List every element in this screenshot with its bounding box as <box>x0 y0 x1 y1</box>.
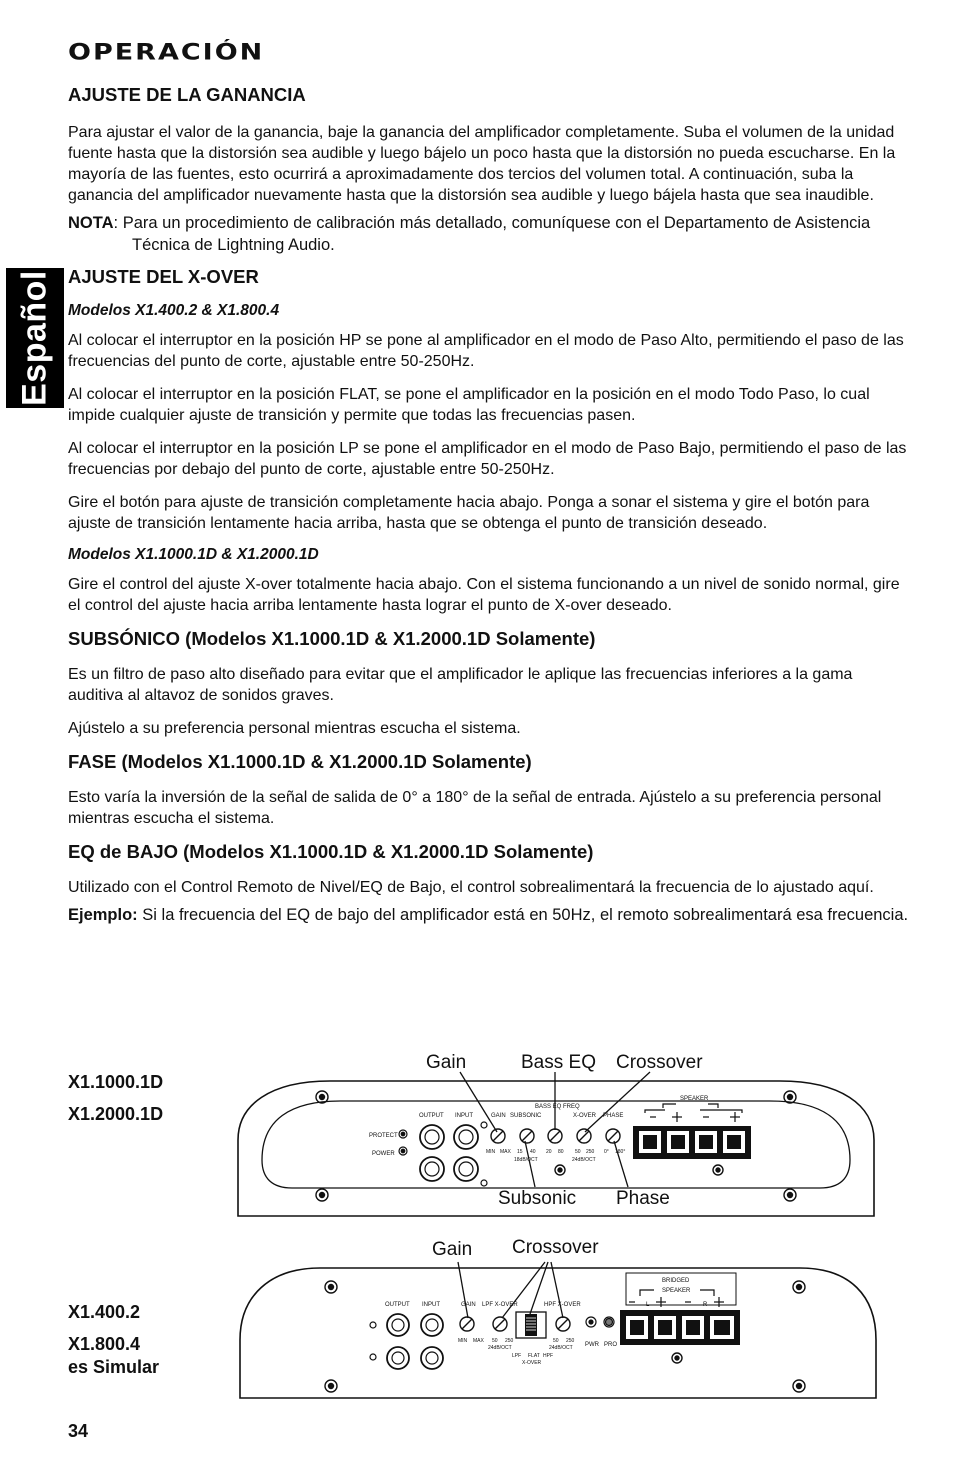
subsonic-paragraph-2: Ajústelo a su preferencia personal mientras escucha el sistema. <box>68 720 521 737</box>
subsonic-heading: SUBSÓNICO (Modelos X1.1000.1D & X1.2000.1D Solamente) <box>68 628 596 649</box>
output-label: OUTPUT <box>385 1302 410 1308</box>
terminal-icon <box>671 1135 685 1149</box>
model-label: X1.400.2 <box>68 1302 141 1322</box>
gain-label: GAIN <box>491 1113 506 1119</box>
terminal-icon <box>699 1135 713 1149</box>
bass-eq-paragraph: Utilizado con el Control Remoto de Nivel/EQ de Bajo, el control sobrealimentará la frecuencia de lo ajustado aquí. <box>68 879 874 896</box>
note-text: : Para un procedimiento de calibración más detallado, comuníquese con el Departamento de Asistencia Técnica de Lightning Audio. <box>113 214 871 254</box>
example-label: Ejemplo: <box>68 906 138 924</box>
output-label: OUTPUT <box>419 1113 444 1119</box>
switch-flat-label: FLAT <box>528 1353 540 1359</box>
switch-xover-label: X-OVER <box>522 1360 542 1366</box>
phase-low-label: 0° <box>604 1149 609 1155</box>
rca-output-jack-icon <box>387 1314 409 1336</box>
amplifier-400-800-diagram <box>240 1237 876 1398</box>
terminal-icon <box>727 1135 741 1149</box>
xover-high-label: 250 <box>586 1149 595 1155</box>
terminal-icon <box>686 1320 700 1335</box>
xover-label: X-OVER <box>573 1113 597 1119</box>
terminal-icon <box>643 1135 657 1149</box>
page-number: 34 <box>68 1421 89 1441</box>
xover-paragraph-1: Al colocar el interruptor en la posición HP se pone al amplificador en el modo de Paso Alto, permitiendo el paso de las frecuencias del punto de corte, ajustable entre 50-250Hz. <box>68 332 904 370</box>
rca-output-jack-icon <box>420 1157 444 1181</box>
hpf-slope-label: 24dB/OCT <box>549 1345 573 1351</box>
subsonic-low-label: 15 <box>517 1149 523 1155</box>
min-label: MIN <box>486 1149 496 1155</box>
phase-high-label: 180° <box>615 1149 626 1155</box>
channel-marker-icon <box>481 1122 487 1128</box>
subsonic-slope-label: 18dB/OCT <box>514 1157 538 1163</box>
gain-callout: Gain <box>432 1239 473 1260</box>
control-knobs <box>460 1317 570 1331</box>
model-label: X1.800.4 <box>68 1334 141 1354</box>
subsonic-callout: Subsonic <box>498 1188 577 1209</box>
rca-input-jack-icon <box>421 1314 443 1336</box>
switch-lpf-label: LPF <box>512 1353 522 1359</box>
gain-paragraph: Para ajustar el valor de la ganancia, baje la ganancia del amplificador completamente. Suba el volumen de la unidad fuente hasta que la distorsión sea audible y luego bájelo un poco hasta que la distorsión no pueda escucharse. En la mayoría de las fuentes, esto ocurrirá a aproximadamente dos tercios del volumen total. A continuación, suba la ganancia del amplificador nuevamente hasta que la distorsión sea audible y luego bájela hasta que sea inaudible. <box>68 124 896 204</box>
max-label: MAX <box>500 1149 511 1155</box>
speaker-terminal-markings <box>645 1104 742 1122</box>
power-label: POWER <box>372 1151 395 1157</box>
page-title: OPERACIÓN <box>68 40 265 66</box>
xover-heading: AJUSTE DEL X-OVER <box>68 266 259 287</box>
model-label: X1.2000.1D <box>68 1104 164 1124</box>
xover-low-label: 50 <box>575 1149 581 1155</box>
control-knobs <box>491 1129 620 1143</box>
xover-paragraph-5: Gire el control del ajuste X-over totalmente hacia abajo. Con el sistema funcionando a un nivel de sonido normal, gire el control del ajuste hacia arriba lentamente hasta lograr el punto de X-over deseado. <box>68 576 900 614</box>
rca-output-jack-icon <box>420 1125 444 1149</box>
eq-low-label: 20 <box>546 1149 552 1155</box>
xover-subheading-1: Modelos X1.400.2 & X1.800.4 <box>68 302 280 319</box>
phase-heading: FASE (Modelos X1.1000.1D & X1.2000.1D Solamente) <box>68 751 532 772</box>
speaker-label: SPEAKER <box>680 1096 709 1102</box>
max-label: MAX <box>473 1338 484 1344</box>
switch-slider-icon <box>525 1314 537 1336</box>
channel-marker-icon <box>370 1322 376 1328</box>
lpf-xover-label: LPF X-OVER <box>482 1302 518 1308</box>
amplifier-panel-outline <box>262 1101 850 1188</box>
crossover-callout: Crossover <box>616 1052 703 1073</box>
speaker-terminal-block <box>620 1310 740 1345</box>
hpf-low-label: 50 <box>553 1338 559 1344</box>
gain-heading: AJUSTE DE LA GANANCIA <box>68 84 306 105</box>
rca-input-jack-icon <box>421 1347 443 1369</box>
terminal-icon <box>630 1320 644 1335</box>
bridged-label: BRIDGED <box>662 1278 690 1284</box>
phase-callout: Phase <box>616 1188 670 1209</box>
phase-paragraph: Esto varía la inversión de la señal de salida de 0° a 180° de la señal de entrada. Ajústelo a su preferencia personal mientras escucha el sistema. <box>68 789 882 827</box>
protect-label: PROTECT <box>369 1133 398 1139</box>
bass-eq-callout: Bass EQ <box>521 1052 596 1073</box>
callout-leader-lines <box>458 1262 563 1318</box>
model-label: X1.1000.1D <box>68 1072 164 1092</box>
channel-marker-icon <box>481 1180 487 1186</box>
lpf-low-label: 50 <box>492 1338 498 1344</box>
input-label: INPUT <box>422 1302 440 1308</box>
bass-eq-heading: EQ de BAJO (Modelos X1.1000.1D & X1.2000.1D Solamente) <box>68 841 594 862</box>
amplifier-1000-2000-diagram <box>238 1052 874 1216</box>
hpf-xover-label: HPF X-OVER <box>544 1302 581 1308</box>
input-label: INPUT <box>455 1113 473 1119</box>
lpf-slope-label: 24dB/OCT <box>488 1345 512 1351</box>
subsonic-high-label: 40 <box>530 1149 536 1155</box>
phase-label: PHASE <box>603 1113 624 1119</box>
hpf-high-label: 250 <box>566 1338 575 1344</box>
pwr-label: PWR <box>585 1342 599 1348</box>
speaker-label: SPEAKER <box>662 1288 691 1294</box>
lpf-high-label: 250 <box>505 1338 514 1344</box>
amplifier-body-outline <box>240 1268 876 1398</box>
bass-eq-freq-label: BASS EQ FREQ <box>535 1104 580 1110</box>
gain-label: GAIN <box>461 1302 476 1308</box>
channel-marker-icon <box>370 1354 376 1360</box>
xover-subheading-2: Modelos X1.1000.1D & X1.2000.1D <box>68 546 319 563</box>
switch-hpf-label: HPF <box>543 1353 553 1359</box>
language-tab-label: Español <box>15 270 54 406</box>
terminal-icon <box>714 1320 730 1335</box>
xover-slope-label: 24dB/OCT <box>572 1157 596 1163</box>
crossover-callout: Crossover <box>512 1237 599 1258</box>
note-label: NOTA <box>68 214 114 232</box>
crossover-mode-switch <box>516 1312 546 1338</box>
right-channel-label: R <box>703 1302 708 1308</box>
subsonic-label: SUBSONIC <box>510 1113 542 1119</box>
subsonic-paragraph-1: Es un filtro de paso alto diseñado para evitar que el amplificador le aplique las frecuencias inferiores a la gama auditiva al altavoz de sonidos graves. <box>68 666 853 704</box>
xover-paragraph-4: Gire el botón para ajuste de transición completamente hacia abajo. Ponga a sonar el sistema y gire el botón para ajuste de transición lentamente hacia arriba, hasta que se obtenga el punto de transición deseado. <box>68 494 870 532</box>
rca-output-jack-icon <box>387 1347 409 1369</box>
min-label: MIN <box>458 1338 468 1344</box>
rca-input-jack-icon <box>454 1125 478 1149</box>
eq-high-label: 80 <box>558 1149 564 1155</box>
terminal-icon <box>658 1320 672 1335</box>
left-channel-label: L <box>646 1302 650 1308</box>
speaker-terminal-block <box>633 1126 751 1159</box>
pro-label: PRO <box>604 1342 618 1348</box>
example-text: Si la frecuencia del EQ de bajo del amplificador está en 50Hz, el remoto sobrealimentará esa frecuencia. <box>137 906 909 924</box>
rca-input-jack-icon <box>454 1157 478 1181</box>
xover-paragraph-2: Al colocar el interruptor en la posición FLAT, se pone el amplificador en la posición en el modo Todo Paso, lo cual impide cualquier ajuste de transición y permite que todas las frecuencias pasen. <box>68 386 870 424</box>
model-label: es Simular <box>68 1357 160 1377</box>
xover-paragraph-3: Al colocar el interruptor en la posición LP se pone el amplificador en el modo de Paso Bajo, permitiendo el paso de las frecuencias por debajo del punto de corte, ajustable entre 50-250Hz. <box>68 440 907 478</box>
gain-callout: Gain <box>426 1052 467 1073</box>
